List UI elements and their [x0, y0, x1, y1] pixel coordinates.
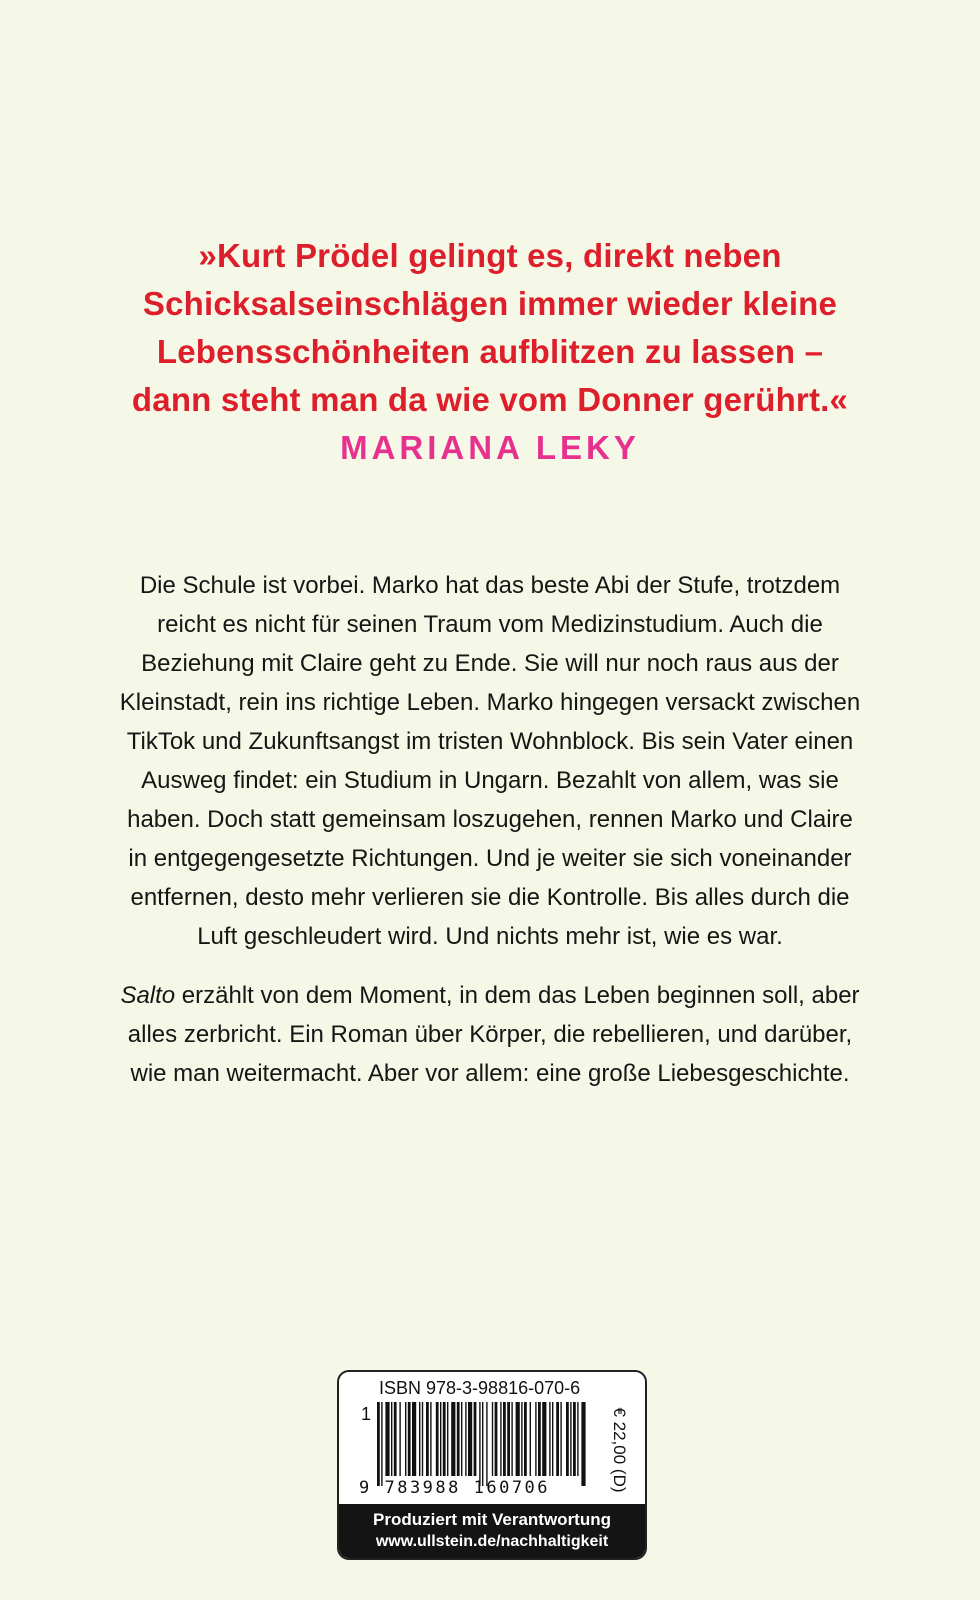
- barcode-bar: [530, 1402, 531, 1476]
- blurb-line: Die Schule ist vorbei. Marko hat das beste Abi der Stufe, trotzdem: [139, 572, 841, 599]
- barcode-bar: [507, 1402, 510, 1476]
- barcode-bar: [560, 1402, 561, 1476]
- blurb-line: reicht es nicht für seinen Traum vom Medizinstudium. Auch die: [157, 611, 823, 638]
- blurb-line: in entgegengesetzte Richtungen. Und je weiter sie sich voneinander: [128, 845, 852, 872]
- barcode-bar: [451, 1402, 455, 1476]
- blurb-paragraph-1: [80, 566, 900, 956]
- blurb-line: Beziehung mit Claire geht zu Ende. Sie will nur noch raus aus der: [141, 650, 839, 677]
- barcode-bar: [538, 1402, 541, 1476]
- barcode-bar: [468, 1402, 472, 1476]
- barcode-bar: [570, 1402, 571, 1476]
- barcode-bar: [394, 1402, 397, 1476]
- barcode-digits: 9 783988 160706: [359, 1478, 551, 1498]
- barcode-bar: [430, 1402, 431, 1476]
- barcode-bar: [385, 1402, 389, 1476]
- barcode-bar: [440, 1402, 441, 1476]
- blurb-line: [80, 976, 900, 1015]
- blurb-line: wie man weitermacht. Aber vor allem: eine große Liebesgeschichte.: [130, 1060, 850, 1087]
- barcode-bar: [474, 1402, 477, 1476]
- blurb-line: Luft geschleudert wird. Und nichts mehr ist, wie es war.: [197, 923, 783, 950]
- quote-line: »Kurt Prödel gelingt es, direkt neben: [198, 237, 782, 274]
- review-quote: [60, 232, 920, 424]
- barcode-bar: [479, 1402, 480, 1486]
- barcode-bar: [377, 1402, 380, 1486]
- barcode-bar: [399, 1402, 400, 1476]
- barcode-bar: [457, 1402, 460, 1476]
- barcode-bar: [500, 1402, 501, 1476]
- barcode-bar: [465, 1402, 466, 1476]
- barcode-icon: [377, 1402, 589, 1486]
- barcode-bar: [556, 1402, 559, 1476]
- blurb-line: entfernen, desto mehr verlieren sie die Kontrolle. Bis alles durch die: [130, 884, 850, 911]
- blurb-line: haben. Doch statt gemeinsam loszugehen, rennen Marko und Claire: [127, 806, 853, 833]
- isbn-barcode-box: [337, 1370, 647, 1560]
- sustainability-band: [339, 1504, 645, 1558]
- barcode-bar: [436, 1402, 439, 1476]
- barcode-bar: [443, 1402, 446, 1476]
- barcode-bar: [516, 1402, 520, 1476]
- quote-line: Schicksalseinschlägen immer wieder kleine: [142, 285, 838, 322]
- blurb-paragraph-2: [80, 976, 900, 1093]
- blurb-line: TikTok und Zukunftsangst im tristen Wohnblock. Bis sein Vater einen: [126, 728, 854, 755]
- barcode-bar: [422, 1402, 423, 1476]
- barcode-bar: [419, 1402, 420, 1476]
- barcode-bar: [521, 1402, 522, 1476]
- book-title: Salto: [120, 982, 176, 1009]
- barcode-bar: [447, 1402, 448, 1476]
- barcode-bar: [495, 1402, 498, 1476]
- barcode-bar: [461, 1402, 462, 1476]
- barcode-bar: [566, 1402, 569, 1476]
- sustainability-text: Produziert mit Verantwortung: [372, 1510, 612, 1529]
- barcode-bar: [412, 1402, 416, 1476]
- barcode-bar: [542, 1402, 546, 1476]
- quote-author: MARIANA LEKY: [340, 429, 640, 466]
- barcode-bar: [524, 1402, 527, 1476]
- blurb-line-rest: erzählt von dem Moment, in dem das Leben beginnen soll, aber: [175, 982, 860, 1009]
- barcode-bar: [549, 1402, 550, 1476]
- barcode-bar: [482, 1402, 483, 1486]
- price-label: € 22,00 (D): [610, 1407, 629, 1493]
- barcode-bar: [426, 1402, 429, 1476]
- barcode-bar: [577, 1402, 578, 1476]
- isbn-label: ISBN 978-3-98816-070-6: [379, 1378, 581, 1398]
- barcode-bar: [552, 1402, 553, 1476]
- blurb-line: Ausweg findet: ein Studium in Ungarn. Bezahlt von allem, was sie: [141, 767, 839, 794]
- barcode-bar: [503, 1402, 506, 1476]
- blurb-line: alles zerbricht. Ein Roman über Körper, die rebellieren, und darüber,: [127, 1021, 853, 1048]
- price-tag: [601, 1400, 631, 1500]
- barcode-bar: [408, 1402, 411, 1476]
- barcode-bar: [381, 1402, 382, 1486]
- blurb-line: Kleinstadt, rein ins richtige Leben. Marko hingegen versackt zwischen: [119, 689, 861, 716]
- barcode-bar: [492, 1402, 493, 1476]
- barcode-bar: [486, 1402, 487, 1486]
- barcode-lead-digit: 1: [361, 1404, 372, 1424]
- barcode-bar: [535, 1402, 536, 1476]
- barcode-bar: [511, 1402, 512, 1476]
- barcode-bar: [573, 1402, 576, 1476]
- barcode-bar: [405, 1402, 406, 1476]
- sustainability-url: www.ullstein.de/nachhaltigkeit: [375, 1533, 609, 1550]
- barcode-bar: [391, 1402, 392, 1476]
- quote-line: dann steht man da wie vom Donner gerührt.«: [131, 381, 849, 418]
- barcode-bar: [581, 1402, 585, 1486]
- quote-line: Lebensschönheiten aufblitzen zu lassen –: [156, 333, 824, 370]
